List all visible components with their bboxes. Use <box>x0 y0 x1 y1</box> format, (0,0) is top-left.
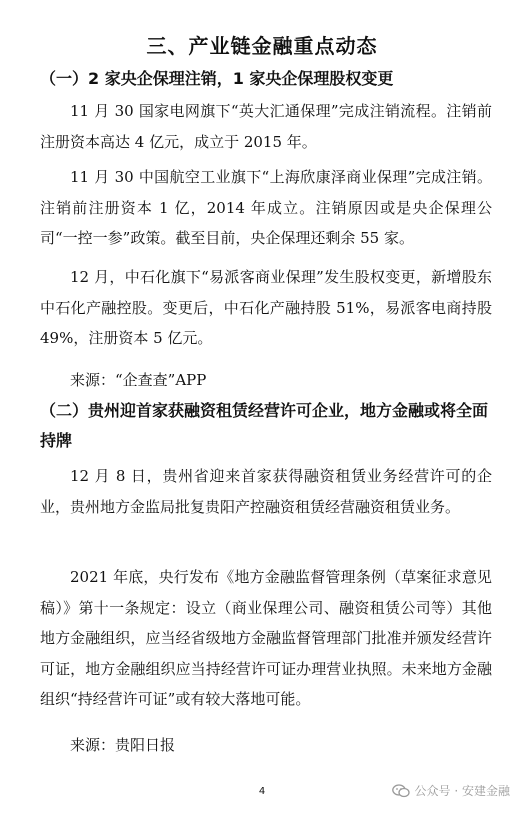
section-1-paragraph-3: 12 月，中石化旗下“易派客商业保理”发生股权变更，新增股东中石化产融控股。变更后，中石化产融持股 51%，易派客电商持股 49%，注册资本 5 亿元。 <box>40 268 492 347</box>
page-title: 三、产业链金融重点动态 <box>146 34 378 58</box>
section-2-paragraph-1: 12 月 8 日，贵州省迎来首家获得融资租赁业务经营许可的企业，贵州地方金监局批复贵阳产控融资租赁经营融资租赁业务。 <box>40 467 492 516</box>
section-2-source: 来源：贵阳日报 <box>70 736 176 754</box>
page-number: 4 <box>258 786 266 797</box>
section-1-source: 来源：“企查查”APP <box>70 371 207 389</box>
watermark <box>392 782 510 799</box>
section-1-heading: （一）2 家央企保理注销，1 家央企保理股权变更 <box>40 69 394 88</box>
section-2-paragraph-2: 2021 年底，央行发布《地方金融监督管理条例（草案征求意见稿）》第十一条规定：设立（商业保理公司、融资租赁公司等）其他地方金融组织，应当经省级地方金融监督管理部门批准并颁发经营许可证，地方金融组织应当持经营许可证办理营业执照。未来地方金融组织“持经营许可证”或有较大落地可能。 <box>40 568 492 708</box>
section-2-heading: （二）贵州迎首家获融资租赁经营许可企业，地方金融或将全面持牌 <box>40 401 489 450</box>
section-1-paragraph-1: 11 月 30 国家电网旗下“英大汇通保理”完成注销流程。注销前注册资本高达 4 亿元，成立于 2015 年。 <box>40 102 492 151</box>
wechat-icon <box>392 784 410 798</box>
watermark-text: 公众号 · 安建金融 <box>414 784 510 798</box>
section-1-paragraph-2: 11 月 30 中国航空工业旗下“上海欣康泽商业保理”完成注销。注销前注册资本 1 亿，2014 年成立。注销原因或是央企保理公司“一控一参”政策。截至目前，央企保理还剩余 55 家。 <box>40 168 492 247</box>
